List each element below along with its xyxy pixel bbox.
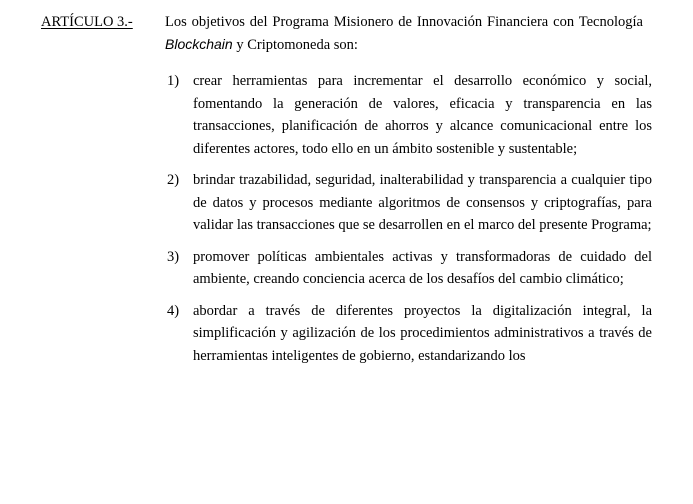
list-item (165, 70, 652, 160)
article-label: ARTÍCULO 3.- (41, 14, 133, 30)
item-text: brindar trazabilidad, seguridad, inalterabilidad y transparencia a cualquier tipo de datos y procesos mediante algoritmos de consensos y criptografías, para validar las transacciones que se desarrollen en el marco del presente Programa; (193, 172, 652, 233)
item-number: 3) (167, 248, 180, 265)
item-number: 2) (167, 172, 180, 188)
item-number: 1) (167, 73, 180, 89)
item-text: promover políticas ambientales activas y transformadoras de cuidado del ambiente, creando conciencia acerca de los desafíos del cambio climático; (193, 248, 652, 287)
item-text: abordar a través de diferentes proyectos la digitalización integral, la simplificación y agilización de los procedimientos administrativos a través de herramientas inteligentes de gobierno, estandarizando los (193, 302, 652, 364)
intro-keyword: Blockchain (165, 36, 233, 52)
item-number: 4) (167, 302, 180, 319)
list-item (165, 169, 652, 237)
list-item (165, 300, 652, 368)
intro-text-before: Los objetivos del Programa Misionero de Innovación Financiera con Tecnología (165, 14, 643, 30)
intro-text-after: y Criptomoneda son: (232, 37, 358, 53)
article-intro (165, 11, 643, 56)
objectives-list (165, 70, 652, 376)
item-text: crear herramientas para incrementar el desarrollo económico y social, fomentando la generación de valores, eficacia y transparencia en las transacciones, planificación de ahorros y alcance comunicacional entre los diferentes actores, todo ello en un ámbito sostenible y sustentable; (193, 73, 652, 157)
list-item (165, 246, 652, 291)
